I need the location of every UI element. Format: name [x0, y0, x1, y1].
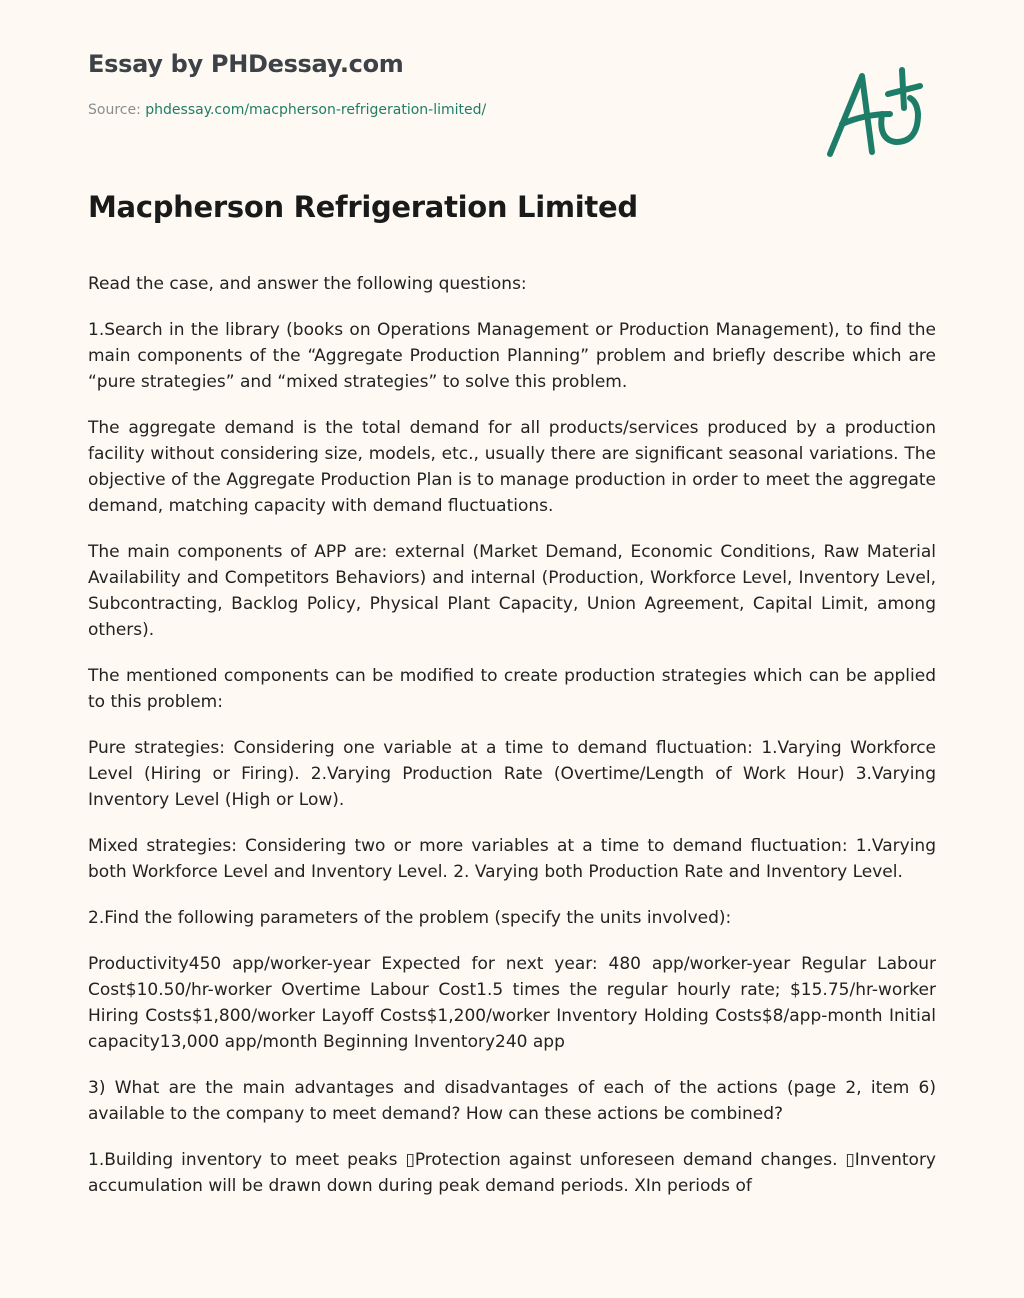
paragraph: 1.Search in the library (books on Operations Management or Production Management), to find the main components of the “Aggregate Production Planning” problem and briefly describe which are “pure strategies” and “mixed strategies” to solve this problem.: [88, 320, 936, 392]
paragraph: Pure strategies: Considering one variable at a time to demand fluctuation: 1.Varying Workforce Level (Hiring or Firing). 2.Varying Production Rate (Overtime/Length of Work Hour) 3.Varying Inventory Level (High or Low).: [88, 738, 936, 810]
essay-body: [88, 271, 936, 1219]
paragraph: Productivity450 app/worker-year Expected for next year: 480 app/worker-year Regular Labour Cost$10.50/hr-worker Overtime Labour Cost1.5 times the regular hourly rate; $15.75/hr-worker Hiring Costs$1,800/worker Layoff Costs$1,200/worker Inventory Holding Costs$8/app-month Initial capacity13,000 app/month Beginning Inventory240 app: [88, 954, 936, 1052]
a-plus-logo-icon: [820, 62, 930, 162]
paragraph: Read the case, and answer the following questions:: [88, 274, 527, 294]
paragraph: 3) What are the main advantages and disadvantages of each of the actions (page 2, item 6) available to the company to meet demand? How can these actions be combined?: [88, 1078, 936, 1124]
paragraph: The main components of APP are: external (Market Demand, Economic Conditions, Raw Material Availability and Competitors Behaviors) and internal (Production, Workforce Level, Inventory Level, Subcontracting, Backlog Policy, Physical Plant Capacity, Union Agreement, Capital Limit, among others).: [88, 542, 936, 640]
source-link[interactable]: phdessay.com/macpherson-refrigeration-limited/: [145, 102, 487, 118]
source-line: [88, 102, 486, 118]
paragraph: The mentioned components can be modified to create production strategies which can be applied to this problem:: [88, 666, 936, 712]
paragraph: 1.Building inventory to meet peaks ▯Protection against unforeseen demand changes. ▯Inventory accumulation will be drawn down during peak demand periods. XIn periods of: [88, 1150, 936, 1196]
page-title: Macpherson Refrigeration Limited: [88, 190, 638, 224]
source-label: Source:: [88, 102, 141, 118]
paragraph: 2.Find the following parameters of the problem (specify the units involved):: [88, 908, 732, 928]
paragraph: Mixed strategies: Considering two or more variables at a time to demand fluctuation: 1.Varying both Workforce Level and Inventory Level. 2. Varying both Production Rate and Inventory Level.: [88, 836, 936, 882]
site-title: Essay by PHDessay.com: [88, 50, 404, 78]
paragraph: The aggregate demand is the total demand for all products/services produced by a production facility without considering size, models, etc., usually there are significant seasonal variations. The objective of the Aggregate Production Plan is to manage production in order to meet the aggregate demand, matching capacity with demand fluctuations.: [88, 418, 936, 516]
